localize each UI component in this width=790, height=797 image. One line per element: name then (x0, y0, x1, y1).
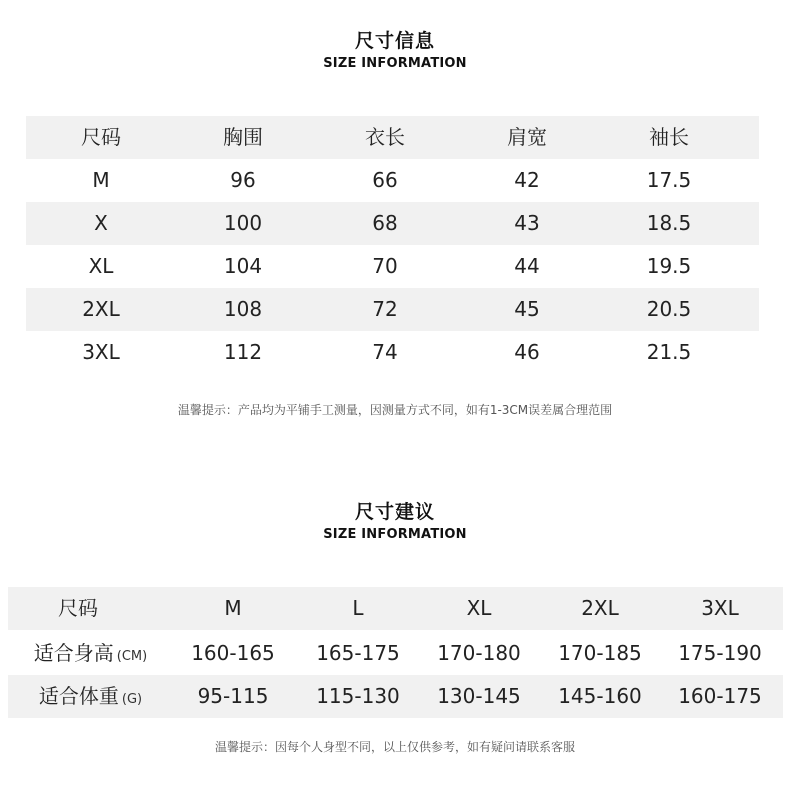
size-advice-header-row (8, 587, 783, 630)
header-cell-3xl: 3XL (701, 596, 739, 620)
table-cell: 21.5 (646, 340, 692, 364)
table-cell: XL (88, 254, 114, 278)
table-cell: 112 (223, 340, 263, 364)
header-cell-length: 衣长 (365, 125, 405, 149)
size-info-table-last (26, 331, 759, 374)
table-cell: 165-175 (316, 641, 400, 665)
header-cell-size: 尺码 (58, 596, 98, 620)
header-cell-xl: XL (466, 596, 492, 620)
table-cell: X (94, 211, 108, 235)
table-cell: 170-185 (558, 641, 642, 665)
table-row (26, 288, 759, 331)
header-cell-l: L (352, 596, 364, 620)
table-row (26, 245, 759, 288)
table-row (26, 202, 759, 245)
header-cell-shoulder: 肩宽 (507, 125, 547, 149)
header-cell-chest: 胸围 (223, 125, 263, 149)
table-cell: 95-115 (197, 684, 269, 708)
table-cell: 19.5 (646, 254, 692, 278)
table-cell: 100 (223, 211, 263, 235)
size-advice-table (8, 587, 783, 717)
table-row (26, 159, 759, 202)
table-cell: 3XL (82, 340, 120, 364)
table-cell: 160-175 (678, 684, 762, 708)
table-cell: 17.5 (646, 168, 692, 192)
size-advice-note: 温馨提示：因每个人身型不同，以上仅供参考，如有疑问请联系客服 (214, 740, 575, 754)
table-cell: 175-190 (678, 641, 762, 665)
table-cell: 20.5 (646, 297, 692, 321)
table-cell: M (92, 168, 110, 192)
size-info-subtitle: SIZE INFORMATION (323, 56, 467, 71)
size-info-note: 温馨提示：产品均为平铺手工测量，因测量方式不同，如有1-3CM误差属合理范围 (177, 403, 613, 417)
header-cell-size: 尺码 (81, 125, 121, 149)
table-cell: 18.5 (646, 211, 692, 235)
table-cell: 130-145 (437, 684, 521, 708)
table-cell: 115-130 (316, 684, 400, 708)
table-cell: 74 (372, 340, 398, 364)
size-advice-subtitle: SIZE INFORMATION (323, 527, 467, 542)
header-cell-2xl: 2XL (581, 596, 619, 620)
table-cell: 42 (514, 168, 540, 192)
size-info-table (26, 116, 759, 331)
size-advice-title: 尺寸建议 (354, 501, 435, 523)
table-cell: 72 (372, 297, 398, 321)
table-cell: 45 (514, 297, 540, 321)
table-row (26, 331, 759, 374)
table-cell: 70 (372, 254, 398, 278)
table-cell: 66 (372, 168, 398, 192)
header-cell-sleeve: 袖长 (649, 125, 689, 149)
table-cell: 160-165 (191, 641, 275, 665)
row-label-weight: 适合体重 (G) (38, 684, 143, 708)
table-cell: 46 (514, 340, 540, 364)
table-cell: 44 (514, 254, 540, 278)
table-cell: 170-180 (437, 641, 521, 665)
header-cell-m: M (224, 596, 242, 620)
table-cell: 2XL (82, 297, 120, 321)
table-cell: 108 (223, 297, 263, 321)
table-cell: 68 (372, 211, 398, 235)
table-cell: 96 (230, 168, 256, 192)
table-cell: 145-160 (558, 684, 642, 708)
table-row (8, 632, 783, 675)
table-cell: 104 (223, 254, 263, 278)
table-cell: 43 (514, 211, 540, 235)
table-row (8, 675, 783, 718)
size-info-header-row (26, 116, 759, 159)
row-label-height: 适合身高 (CM) (33, 641, 148, 665)
size-info-title: 尺寸信息 (354, 30, 435, 52)
